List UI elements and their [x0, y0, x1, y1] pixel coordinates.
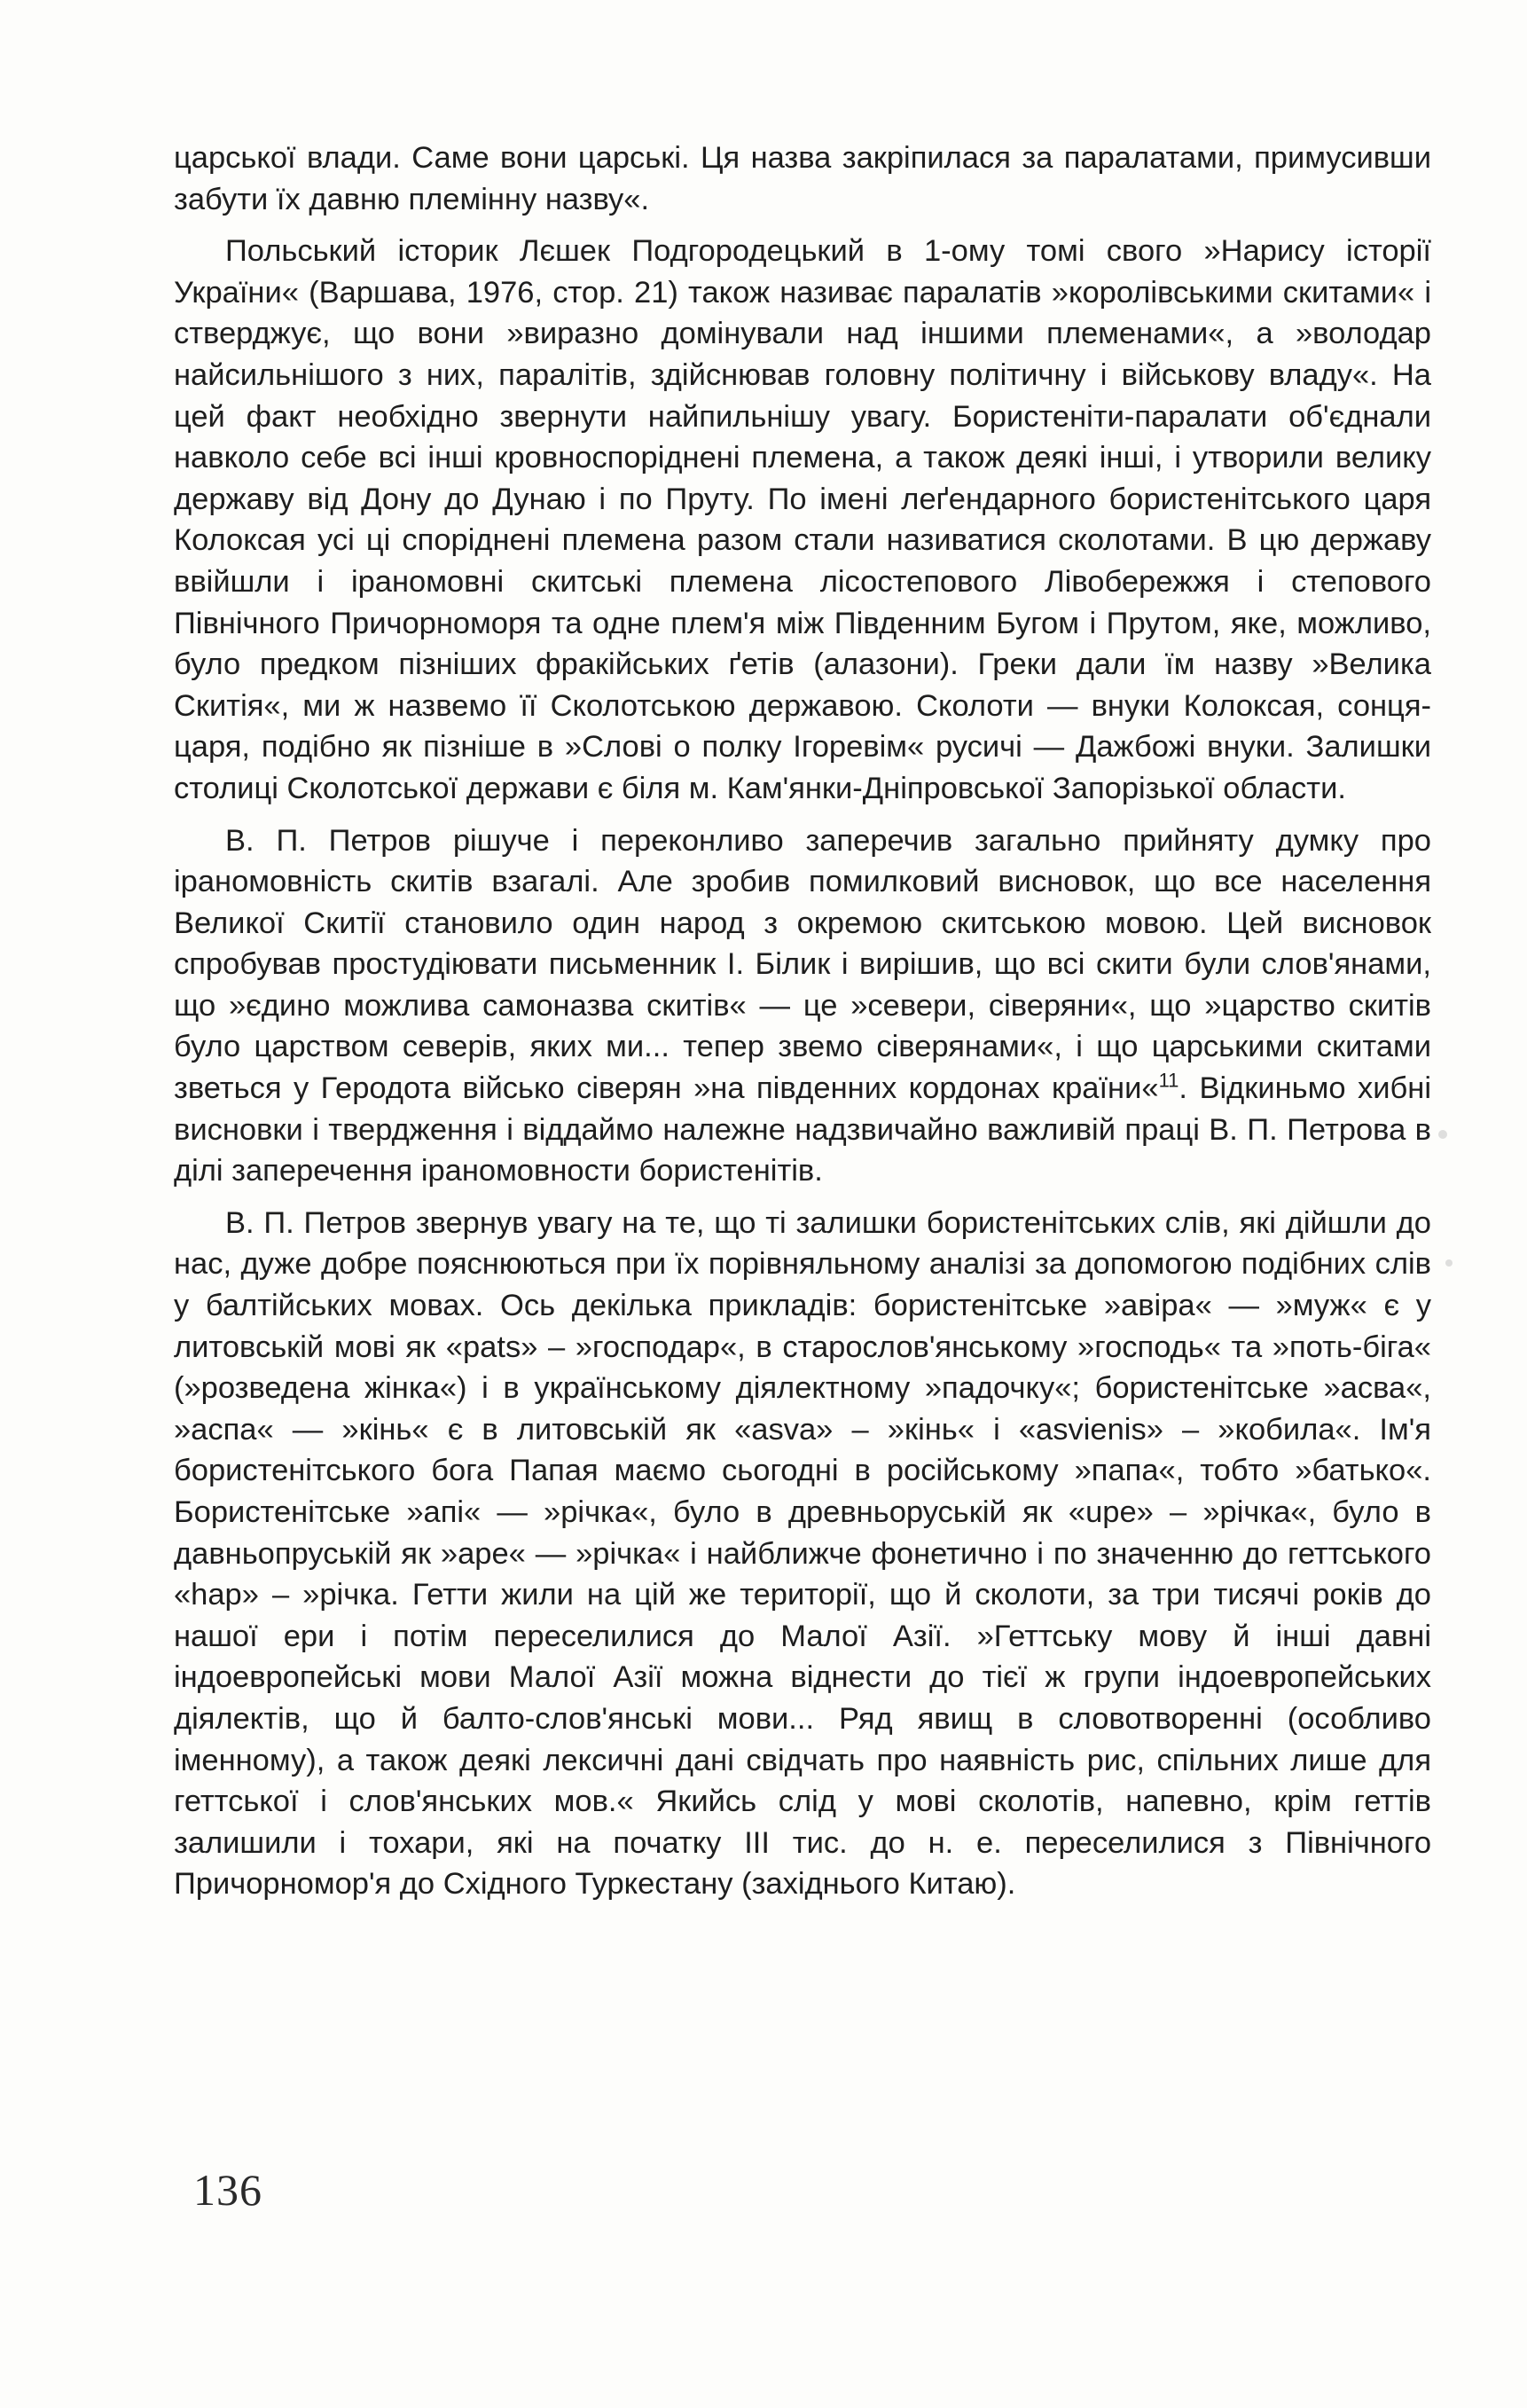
body-text	[174, 137, 1431, 1916]
footnote-marker: 11	[1158, 1069, 1179, 1092]
paragraph-petrov-objection-tail: . Відкиньмо хибні висновки і твердження і віддаймо належне надзвичайно важливій праці В. П. Петрова в ділі заперечення іраномовности бористенітів.	[174, 1071, 1432, 1188]
scan-speck	[1438, 1130, 1447, 1139]
paragraph-baltic-words: В. П. Петров звернув увагу на те, що ті залишки бористенітських слів, які дійшли до нас, дуже добре пояснюються при їх порівняльному аналізі за допомогою подібних слів у балтійських мовах. Ось декілька прикладів: бористенітське »авіра« — »муж« є у литовській мові як «pats» – »господар«, в старослов'янському »господь« та »поть-біга« (»розведена жінка«) і в українському діялектному »падочку«; бористенітське »асва«, »аспа« — »кінь« є в литовській як «asva» – »кінь« і «asvienis» – »кобила«. Ім'я бористенітського бога Папая маємо сьогодні в російському »папа«, тобто »батько«. Бористенітське »апі« — »річка«, було в древньоруській як «upe» – »річка«, було в давньопруській як »аре« — »річка« і найближче фонетично і по значенню до геттського «hap» – »річка. Гетти жили на цій же території, що й сколоти, за три тисячі років до нашої ери і потім переселилися до Малої Азії. »Геттську мову й інші давні індоевропейські мови Малої Азії можна віднести до тієї ж групи індоевропейських діялектів, що й балто-слов'янські мови... Ряд явищ в словотворенні (особливо іменному), а також деякі лексичні дані свідчать про наявність рис, спільних лише для геттської і слов'янських мов.« Якийсь слід у мові сколотів, напевно, крім геттів залишили і тохари, які на початку III тис. до н. е. переселилися з Північного Причорномор'я до Східного Туркестану (західнього Китаю).	[174, 1205, 1431, 1902]
scan-speck	[1445, 1259, 1453, 1267]
paragraph-continuation: царської влади. Саме вони царські. Ця назва закріпилася за паралатами, примусивши забути їх давню племінну назву«.	[174, 141, 1431, 216]
paragraph-petrov-objection-text: В. П. Петров рішуче і переконливо заперечив загально прийняту думку про іраномовність скитів взагалі. Але зробив помилковий висновок, що все населення Великої Скитії становило один народ з окремою скитською мовою. Цей висновок спробував простудіювати письменник І. Білик і вирішив, що всі скити були слов'янами, що »єдино можлива самоназва скитів« — це »севери, сіверяни«, що »царство скитів було царством северів, яких ми... тепер звемо сіверянами«, і що царськими скитами зветься у Геродота військо сіверян »на південних кордонах країни«	[174, 823, 1431, 1106]
paragraph-petrov-objection	[174, 820, 1431, 1192]
page-number: 136	[193, 2165, 262, 2215]
paragraph-podgorodecky: Польський історик Лєшек Подгородецький в 1-ому томі свого »Нарису історії України« (Варшава, 1976, стор. 21) також називає паралатів »королівськими скитами« і стверджує, що вони »виразно домінували над іншими племенами«, а »володар найсильнішого з них, паралітів, здійснював головну політичну і військову владу«. На цей факт необхідно звернути найпильнішу увагу. Бористеніти-паралати об'єднали навколо себе всі інші кровноспоріднені племена, а також деякі інші, і утворили велику державу від Дону до Дунаю і по Пруту. По імені леґендарного бористенітського царя Колоксая усі ці споріднені племена разом стали називатися сколотами. В цю державу ввійшли і іраномовні скитські племена лісостепового Лівобережжя і степового Північного Причорноморя та одне плем'я між Південним Бугом і Прутом, яке, можливо, було предком пізніших фракійських ґетів (алазони). Греки дали їм назву »Велика Скитія«, ми ж назвемо її Сколотською державою. Сколоти — внуки Колоксая, сонця-царя, подібно як пізніше в »Слові о полку Ігоревім« русичі — Дажбожі внуки. Залишки столиці Сколотської держави є біля м. Кам'янки-Дніпровської Запорізької области.	[174, 234, 1431, 805]
